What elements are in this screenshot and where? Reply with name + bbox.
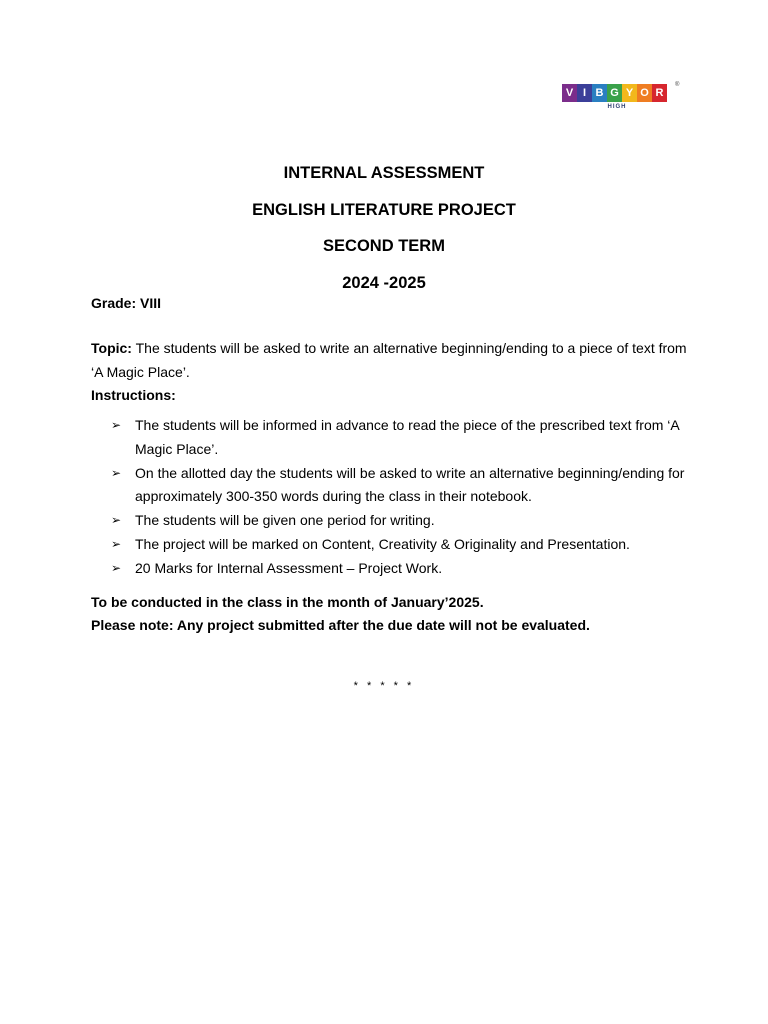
list-item	[91, 557, 701, 581]
instructions-heading: Instructions:	[91, 387, 176, 403]
registered-mark: ®	[675, 82, 680, 88]
arrow-bullet-icon: ➢	[111, 465, 122, 480]
instructions-list	[91, 414, 701, 581]
logo-letter-r: R	[652, 84, 667, 102]
arrow-bullet-icon: ➢	[111, 513, 122, 528]
logo-letter-y: Y	[622, 84, 637, 102]
topic-paragraph	[91, 337, 701, 384]
title-project: ENGLISH LITERATURE PROJECT	[252, 200, 516, 219]
logo-letter-o: O	[637, 84, 652, 102]
arrow-bullet-icon: ➢	[111, 418, 122, 432]
arrow-bullet-icon: ➢	[111, 536, 122, 551]
notes-block	[91, 591, 701, 637]
document-titles	[0, 155, 768, 301]
grade-line: Grade: VIII	[91, 295, 162, 311]
arrow-bullet-icon: ➢	[111, 560, 122, 575]
schedule-note: To be conducted in the class in the month of January’2025.	[91, 593, 484, 610]
topic-text: The students will be asked to write an alternative beginning/ending to a piece of text from ‘A Magic Place’.	[91, 340, 687, 380]
logo-letter-v: V	[562, 84, 577, 102]
title-year: 2024 -2025	[342, 273, 426, 292]
logo-letter-g: G	[607, 84, 622, 102]
document-body	[91, 293, 701, 637]
logo-subtitle: HIGH	[607, 104, 627, 110]
list-item	[91, 462, 701, 510]
logo-letter-b: B	[592, 84, 607, 102]
instruction-text: 20 Marks for Internal Assessment – Project Work.	[135, 559, 443, 576]
instruction-text: The students will be informed in advance to read the piece of the prescribed text from ‘A Magic Place’.	[135, 417, 679, 457]
instruction-text: The students will be given one period for writing.	[135, 512, 435, 529]
title-term: SECOND TERM	[323, 237, 445, 255]
logo-letter-i: I	[577, 84, 592, 102]
vibgyor-logo	[562, 82, 680, 110]
list-item	[91, 533, 701, 557]
logo-letters	[562, 84, 676, 102]
list-item	[91, 414, 701, 462]
list-item	[91, 509, 701, 533]
deadline-note: Please note: Any project submitted after the due date will not be evaluated.	[91, 616, 590, 633]
instruction-text: On the allotted day the students will be asked to write an alternative beginning/ending for approximately 300-350 words during the class in their notebook.	[135, 464, 685, 505]
title-assessment: INTERNAL ASSESSMENT	[283, 164, 485, 182]
end-mark: * * * * *	[353, 680, 415, 692]
topic-label: Topic:	[91, 340, 132, 356]
instruction-text: The project will be marked on Content, Creativity & Originality and Presentation.	[135, 535, 630, 552]
